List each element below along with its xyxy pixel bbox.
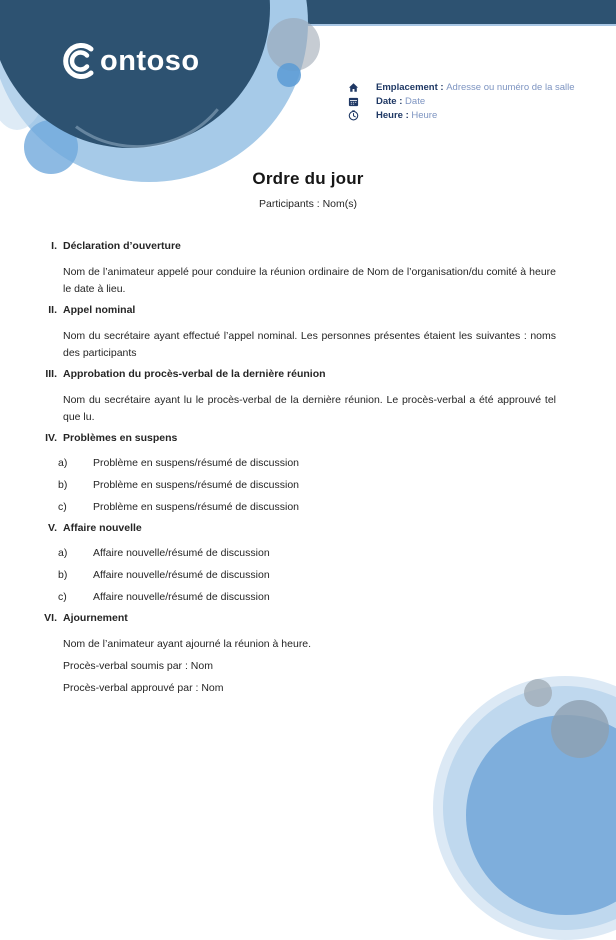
subitem-letter: b) — [58, 569, 68, 581]
subitem-text: Affaire nouvelle/résumé de discussion — [93, 569, 270, 581]
agenda-section-2 — [39, 302, 556, 362]
section-paragraph: Nom de l’animateur appelé pour conduire la réunion ordinaire de Nom de l’organisation/du comité à heure le date à lieu. — [63, 266, 556, 295]
date-value: Date — [405, 96, 426, 107]
meeting-info-location-row — [348, 82, 575, 93]
agenda-section-3 — [39, 366, 556, 426]
agenda-subitem — [58, 477, 556, 494]
section-heading — [39, 302, 556, 319]
section-heading — [39, 520, 556, 537]
calendar-icon — [348, 96, 359, 107]
subitem-letter: c) — [58, 501, 67, 513]
location-value: Adresse ou numéro de la salle — [446, 82, 575, 93]
participants-line: Participants : Nom(s) — [258, 198, 358, 210]
footer-gray-dot-decoration — [524, 679, 552, 707]
minutes-submitted-line: Procès-verbal soumis par : Nom — [63, 660, 213, 672]
meeting-info — [348, 82, 575, 124]
subitem-letter: a) — [58, 547, 68, 559]
location-label: Emplacement : — [376, 82, 447, 93]
meeting-info-time-row — [348, 110, 575, 121]
section-numeral: VI. — [44, 612, 57, 624]
clock-icon — [348, 110, 359, 121]
agenda-subitem — [58, 499, 556, 516]
section-heading-text: Approbation du procès-verbal de la dernière réunion — [63, 368, 326, 380]
agenda-subitem — [58, 589, 556, 606]
agenda-subitem — [58, 545, 556, 562]
time-value: Heure — [411, 110, 438, 121]
section-numeral: IV. — [45, 432, 57, 444]
section-numeral: II. — [48, 304, 57, 316]
logo-wordmark: ontoso — [100, 45, 200, 77]
section-heading-text: Affaire nouvelle — [63, 522, 142, 534]
agenda-section-6 — [39, 610, 556, 697]
subitem-letter: b) — [58, 479, 68, 491]
section-numeral: I. — [51, 240, 57, 252]
agenda-subitem — [58, 455, 556, 472]
subitem-text: Problème en suspens/résumé de discussion — [93, 479, 300, 491]
section-paragraph: Nom du secrétaire ayant effectué l’appel nominal. Les personnes présentes étaient les suivantes : noms des participants — [63, 330, 556, 359]
section-numeral: V. — [48, 522, 57, 534]
section-heading-text: Déclaration d’ouverture — [63, 240, 181, 252]
section-heading-text: Ajournement — [63, 612, 128, 624]
subitem-text: Problème en suspens/résumé de discussion — [93, 457, 300, 469]
section-heading-text: Problèmes en suspens — [63, 432, 178, 444]
agenda-section-1 — [39, 238, 556, 298]
subitem-text: Affaire nouvelle/résumé de discussion — [93, 591, 270, 603]
blue-dot-decoration — [277, 63, 301, 87]
section-heading-text: Appel nominal — [63, 304, 136, 316]
section-numeral: III. — [45, 368, 57, 380]
section-heading — [39, 610, 556, 627]
section-heading — [39, 366, 556, 383]
subitem-letter: a) — [58, 457, 68, 469]
section-paragraph: Nom du secrétaire ayant lu le procès-verbal de la dernière réunion. Le procès-verbal a été approuvé tel que lu. — [63, 394, 556, 423]
date-label: Date : — [376, 96, 406, 107]
agenda-section-5 — [39, 520, 556, 606]
section-heading — [39, 430, 556, 447]
section-paragraph: Nom de l’animateur ayant ajourné la réunion à heure. — [63, 638, 312, 650]
contoso-c-icon — [58, 40, 98, 82]
contoso-logo — [58, 40, 198, 82]
agenda-section-4 — [39, 430, 556, 516]
footer-gray-circle-decoration — [551, 700, 609, 758]
time-label: Heure : — [376, 110, 412, 121]
agenda-subitem — [58, 567, 556, 584]
agenda-list — [39, 238, 556, 697]
page-title: Ordre du jour — [252, 169, 364, 188]
meeting-info-date-row — [348, 96, 575, 107]
section-heading — [39, 238, 556, 255]
subitem-text: Problème en suspens/résumé de discussion — [93, 501, 300, 513]
subitem-letter: c) — [58, 591, 67, 603]
subitem-text: Affaire nouvelle/résumé de discussion — [93, 547, 270, 559]
minutes-approved-line: Procès-verbal approuvé par : Nom — [63, 682, 224, 694]
home-icon — [348, 82, 359, 93]
